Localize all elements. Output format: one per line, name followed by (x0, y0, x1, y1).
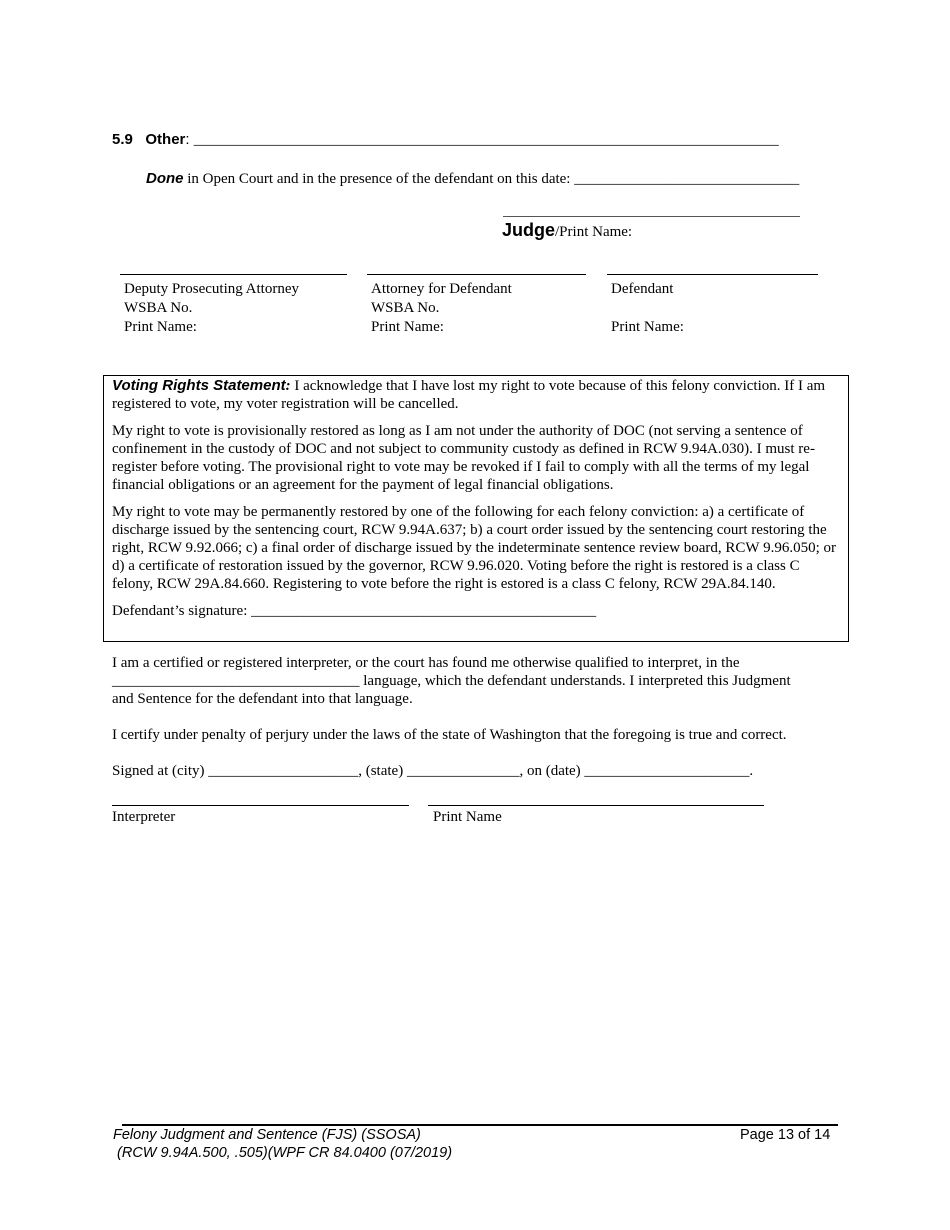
defense-attorney-title: Attorney for Defendant (371, 281, 512, 297)
prosecutor-title: Deputy Prosecuting Attorney (124, 281, 299, 297)
done-label: Done (146, 170, 184, 187)
interpreter-print-name-label: Print Name (433, 809, 502, 825)
section-label: Other (145, 131, 186, 148)
prosecutor-wsba: WSBA No. (124, 300, 193, 316)
defense-attorney-wsba: WSBA No. (371, 300, 440, 316)
prosecutor-print-name: Print Name: (124, 319, 197, 335)
interpreter-line-3: and Sentence for the defendant into that language. (112, 691, 413, 707)
prosecutor-block (124, 280, 299, 337)
interpreter-line-1: I am a certified or registered interpreter, or the court has found me otherwise qualified to interpret, in the (112, 655, 740, 671)
defendant-title: Defendant (611, 281, 674, 297)
voting-rights-content (112, 377, 842, 620)
done-date-blank[interactable]: ______________________________ (574, 171, 800, 187)
interpreter-statement (112, 654, 852, 708)
defense-attorney-print-name: Print Name: (371, 319, 444, 335)
prosecutor-signature-line[interactable] (120, 274, 347, 275)
defense-attorney-signature-line[interactable] (367, 274, 586, 275)
footer-page-number: Page 13 of 14 (740, 1127, 831, 1143)
interpreter-line-2[interactable]: _________________________________ language, which the defendant understands. I interpreted this Judgment (112, 673, 791, 689)
defense-attorney-block (371, 280, 512, 337)
defendant-signature-line[interactable] (607, 274, 818, 275)
other-blank[interactable]: ______________________________________________________________________________ (193, 132, 779, 148)
interpreter-signature-line[interactable] (112, 805, 409, 806)
voting-p1-text: I acknowledge that I have lost my right to vote because of this felony conviction. If I am registered to vote, my voter registration will be cancelled. (112, 378, 826, 412)
defendant-block (611, 280, 684, 337)
voting-para-1 (112, 377, 842, 413)
footer-form-title: Felony Judgment and Sentence (FJS) (SSOSA) (113, 1127, 421, 1143)
done-row (146, 170, 799, 188)
judge-signature-line[interactable] (503, 216, 800, 217)
defendant-signature-field[interactable]: Defendant’s signature: ______________________________________________ (112, 603, 597, 619)
judge-print-name: /Print Name: (555, 224, 633, 240)
signed-at-row[interactable]: Signed at (city) ____________________, (state) _______________, on (date) ______________________. (112, 763, 754, 779)
certify-statement: I certify under penalty of perjury under the laws of the state of Washington that the foregoing is true and correct. (112, 727, 787, 743)
voting-para-2: My right to vote is provisionally restored as long as I am not under the authority of DOC (not serving a sentence of confinement in the custody of DOC and not subject to community custody as defined in RCW 9.94A.030). I must re-register before voting. The provisional right to vote may be revoked if I fail to comply with all the terms of my legal financial obligations or an agreement for the payment of legal financial obligations. (112, 423, 815, 493)
interpreter-label: Interpreter (112, 809, 176, 825)
footer-rule (122, 1124, 838, 1126)
judge-label: Judge (502, 220, 556, 240)
defendant-blank-row (611, 299, 684, 318)
interpreter-print-name-line[interactable] (428, 805, 764, 806)
section-colon: : (185, 131, 190, 148)
judge-label-row (502, 220, 632, 241)
footer-form-citation: (RCW 9.94A.500, .505)(WPF CR 84.0400 (07/2019) (113, 1145, 453, 1161)
voting-heading: Voting Rights Statement (112, 377, 286, 394)
done-text: in Open Court and in the presence of the defendant on this date: (183, 171, 575, 187)
voting-para-3: My right to vote may be permanently restored by one of the following for each felony conviction: a) a certificate of discharge issued by the sentencing court, RCW 9.94A.637; b) a court order issued by the sentencing court restoring the right, RCW 9.92.066; c) a final order of discharge issued by the indeterminate sentence review board, RCW 9.96.050; or d) a certificate of restoration issued by the governor, RCW 9.96.020. Voting before the right is restored is a class C felony, RCW 29A.84.660. Registering to vote before the right is estored is a class C felony, RCW 29A.84.140. (112, 504, 836, 592)
defendant-print-name: Print Name: (611, 319, 684, 335)
section-5-9-row (112, 131, 779, 149)
voting-heading-colon: : (285, 378, 291, 394)
section-number: 5.9 (112, 131, 133, 148)
